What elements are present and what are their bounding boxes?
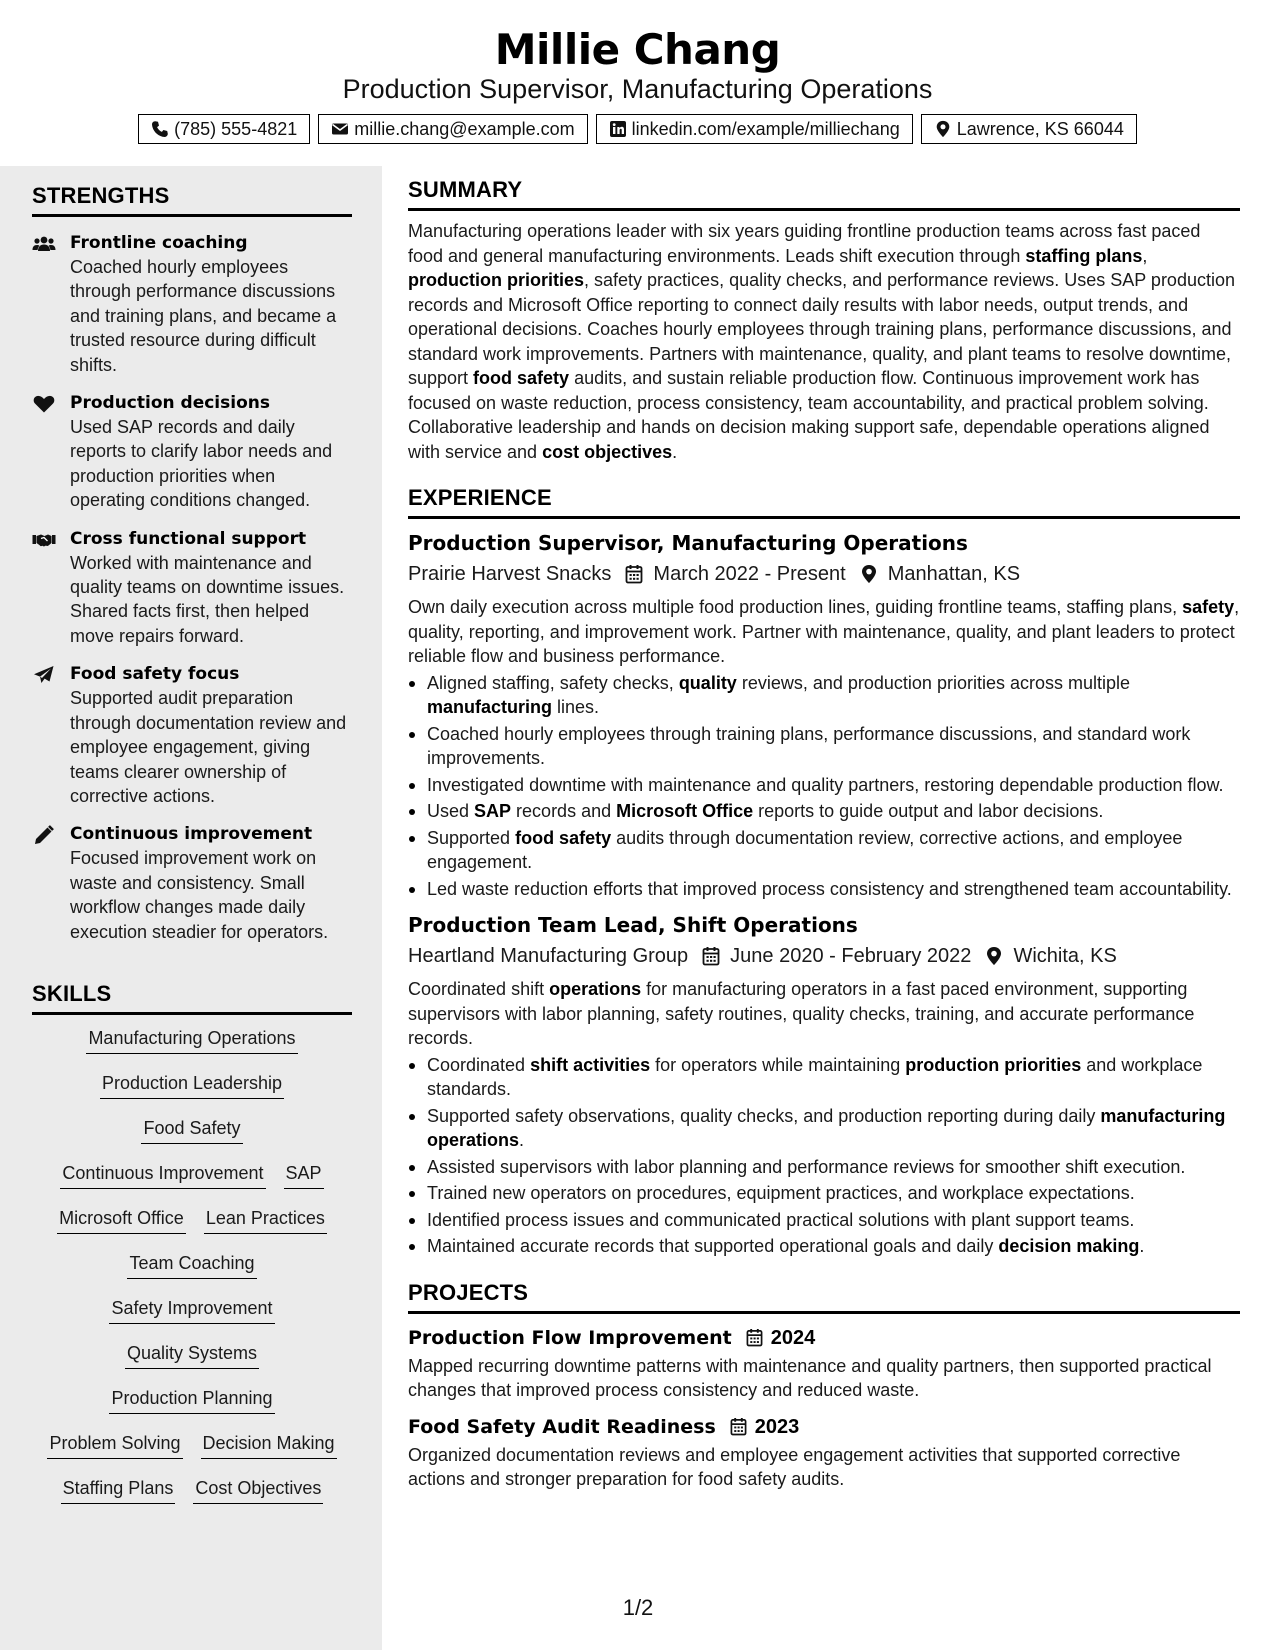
contact-email[interactable]	[318, 114, 587, 144]
paper-plane-icon	[32, 662, 70, 808]
job-meta	[408, 941, 1240, 971]
skill-tag: Quality Systems	[125, 1340, 259, 1369]
contact-bar	[0, 114, 1275, 144]
bullet-item: Coached hourly employees through training plans, performance discussions, and standard work improvements.	[408, 722, 1240, 771]
job-dates: March 2022 - Present	[653, 563, 846, 585]
skill-tag: Lean Practices	[204, 1205, 327, 1234]
job-entry	[408, 529, 1240, 901]
project-title: Production Flow Improvement	[408, 1326, 732, 1349]
email-address: millie.chang@example.com	[354, 119, 575, 139]
summary-text: Manufacturing operations leader with six years guiding frontline production teams across fast paced food and general manufacturing environments. Leads shift execution through staffing plans, production priorities, safety practices, quality checks, and performance reviews. Uses SAP production records and Microsoft Office reporting to connect daily results with labor needs, output trends, and operational decisions. Coaches hourly employees through training plans, performance discussions, and standard work improvements. Partners with maintenance, quality, and plant teams to resolve downtime, support food safety audits, and sustain reliable production flow. Continuous improvement work has focused on waste reduction, process consistency, team accountability, and practical problem solving. Collaborative leadership and hands on decision making support safe, dependable operations aligned with service and cost objectives.	[408, 221, 1235, 462]
skill-tag: Problem Solving	[47, 1430, 182, 1459]
section-divider	[32, 214, 352, 217]
job-bullets	[408, 671, 1240, 902]
job-entry	[408, 911, 1240, 1259]
sidebar	[0, 166, 382, 1650]
page-number: 1/2	[622, 1595, 654, 1620]
emphasis-text: cost objectives	[542, 441, 673, 462]
skill-tag: Safety Improvement	[109, 1295, 274, 1324]
emphasis-text: manufacturing operations	[427, 1105, 1226, 1150]
strength-item	[32, 391, 352, 513]
strengths-section	[32, 182, 352, 944]
emphasis-text: food safety	[473, 368, 570, 388]
emphasis-text: operations	[549, 979, 642, 999]
bullet-item: Investigated downtime with maintenance and quality partners, restoring dependable production flow.	[408, 773, 1240, 798]
candidate-name: Millie Chang	[494, 25, 781, 74]
job-title: Production Supervisor, Manufacturing Operations	[408, 531, 968, 555]
project-entry	[408, 1413, 1240, 1492]
skill-tag: Continuous Improvement	[60, 1160, 265, 1189]
project-year: 2024	[770, 1326, 816, 1349]
project-title-row	[408, 1324, 1240, 1352]
skill-tag: Cost Objectives	[193, 1475, 323, 1504]
emphasis-text: shift activities	[530, 1054, 651, 1075]
job-bullets	[408, 1053, 1240, 1259]
project-entry	[408, 1324, 1240, 1403]
calendar-icon	[702, 946, 720, 966]
strength-description: Supported audit preparation through documentation review and employee engagement, giving teams clearer ownership of corrective actions.	[70, 688, 347, 806]
job-location: Manhattan, KS	[887, 563, 1021, 585]
company-name: Prairie Harvest Snacks	[408, 563, 612, 585]
projects-section	[408, 1279, 1240, 1492]
job-location: Wichita, KS	[1013, 945, 1117, 967]
contact-phone[interactable]	[138, 114, 310, 144]
strength-item	[32, 662, 352, 808]
section-divider	[408, 516, 1240, 519]
strengths-heading: STRENGTHS	[32, 183, 170, 208]
calendar-icon	[746, 1328, 763, 1347]
skill-tag: Decision Making	[201, 1430, 337, 1459]
emphasis-text: production priorities	[905, 1054, 1082, 1075]
bullet-item: Coordinated shift activities for operators while maintaining production priorities and workplace standards.	[408, 1053, 1240, 1102]
strength-item	[32, 527, 352, 649]
resume-header	[0, 0, 1275, 166]
location-text: Lawrence, KS 66044	[956, 119, 1124, 139]
job-meta	[408, 559, 1240, 589]
handshake-icon	[32, 527, 70, 649]
skill-tag: Manufacturing Operations	[86, 1025, 297, 1054]
bullet-item: Identified process issues and communicated practical solutions with plant support teams.	[408, 1208, 1240, 1233]
calendar-icon	[730, 1417, 747, 1436]
bullet-item: Aligned staffing, safety checks, quality reviews, and production priorities across multiple manufacturing lines.	[408, 671, 1240, 720]
section-divider	[408, 1311, 1240, 1314]
experience-heading: EXPERIENCE	[408, 485, 552, 510]
project-year: 2023	[754, 1415, 800, 1438]
bullet-item: Led waste reduction efforts that improved process consistency and strengthened team accountability.	[408, 877, 1240, 902]
strength-description: Coached hourly employees through performance discussions and training plans, and became a trusted resource during difficult shifts.	[70, 257, 337, 375]
emphasis-text: manufacturing	[427, 697, 553, 717]
section-divider	[408, 208, 1240, 211]
strength-title: Continuous improvement	[70, 824, 313, 845]
users-icon	[32, 231, 70, 377]
skill-tag: Production Leadership	[100, 1070, 284, 1099]
contact-linkedin[interactable]	[596, 114, 913, 144]
skill-tag: Production Planning	[109, 1385, 274, 1414]
project-description: Mapped recurring downtime patterns with maintenance and quality partners, then supported practical changes that improved process consistency and reduced waste.	[408, 1355, 1212, 1400]
linkedin-icon	[609, 120, 627, 138]
job-summary: Own daily execution across multiple food production lines, guiding frontline teams, staffing plans, safety, quality, reporting, and improvement work. Partner with maintenance, quality, and plant leaders to protect reliable flow and business performance.	[408, 597, 1240, 666]
emphasis-text: SAP	[474, 801, 512, 821]
candidate-title: Production Supervisor, Manufacturing Operations	[342, 74, 933, 104]
strength-title: Cross functional support	[70, 528, 307, 549]
bullet-item: Supported food safety audits through documentation review, corrective actions, and employee engagement.	[408, 826, 1240, 875]
contact-location	[921, 114, 1137, 144]
job-title: Production Team Lead, Shift Operations	[408, 913, 858, 937]
bullet-item: Supported safety observations, quality checks, and production reporting during daily manufacturing operations.	[408, 1104, 1240, 1153]
project-description: Organized documentation reviews and employee engagement activities that supported corrective actions and stronger preparation for food safety audits.	[408, 1444, 1181, 1489]
envelope-icon	[331, 120, 349, 138]
section-divider	[32, 1012, 352, 1015]
company-name: Heartland Manufacturing Group	[408, 945, 689, 967]
heart-icon	[32, 391, 70, 513]
phone-number: (785) 555-4821	[174, 119, 298, 139]
skill-tag: Microsoft Office	[57, 1205, 186, 1234]
skills-heading: SKILLS	[32, 981, 112, 1006]
skill-tag: Team Coaching	[127, 1250, 256, 1279]
strength-item	[32, 231, 352, 377]
map-pin-icon	[860, 564, 878, 584]
project-title: Food Safety Audit Readiness	[408, 1415, 716, 1438]
strength-description: Worked with maintenance and quality teams on downtime issues. Shared facts first, then helped move repairs forward.	[70, 552, 345, 646]
projects-heading: PROJECTS	[408, 1279, 529, 1305]
emphasis-text: safety	[1182, 597, 1235, 617]
phone-icon	[151, 120, 169, 138]
project-title-row	[408, 1413, 1240, 1441]
bullet-item: Used SAP records and Microsoft Office reports to guide output and labor decisions.	[408, 799, 1240, 824]
strength-description: Focused improvement work on waste and consistency. Small workflow changes made daily execution steadier for operators.	[70, 848, 329, 942]
job-summary: Coordinated shift operations for manufacturing operators in a fast paced environment, supporting supervisors with labor planning, safety routines, quality checks, training, and accurate performance records.	[408, 979, 1195, 1048]
strength-title: Frontline coaching	[70, 233, 248, 253]
skill-tag: Food Safety	[141, 1115, 242, 1144]
summary-heading: SUMMARY	[408, 177, 523, 202]
skills-list	[32, 1025, 352, 1520]
bullet-item: Trained new operators on procedures, equipment practices, and workplace expectations.	[408, 1181, 1240, 1206]
strength-title: Food safety focus	[70, 664, 240, 685]
experience-section	[408, 484, 1240, 1259]
skills-section	[32, 980, 352, 1520]
skill-tag: Staffing Plans	[61, 1475, 176, 1504]
emphasis-text: decision making	[998, 1236, 1140, 1256]
strength-item	[32, 822, 352, 944]
emphasis-text: staffing plans	[1025, 245, 1143, 266]
emphasis-text: food safety	[515, 827, 612, 848]
calendar-icon	[625, 564, 643, 584]
emphasis-text: quality	[678, 672, 737, 693]
emphasis-text: Microsoft Office	[616, 801, 754, 821]
linkedin-url: linkedin.com/example/milliechang	[631, 119, 900, 139]
job-dates: June 2020 - February 2022	[730, 945, 972, 967]
bullet-item: Maintained accurate records that supported operational goals and daily decision making.	[408, 1234, 1240, 1259]
main-column	[408, 176, 1240, 1492]
pencil-icon	[32, 822, 70, 944]
strength-title: Production decisions	[70, 393, 270, 414]
skill-tag: SAP	[284, 1160, 324, 1189]
summary-section	[408, 176, 1240, 464]
strength-description: Used SAP records and daily reports to clarify labor needs and production priorities when operating conditions changed.	[70, 417, 333, 511]
emphasis-text: production priorities	[408, 270, 585, 290]
bullet-item: Assisted supervisors with labor planning and performance reviews for smoother shift execution.	[408, 1155, 1240, 1180]
map-pin-icon	[985, 946, 1003, 966]
map-pin-icon	[934, 120, 952, 138]
